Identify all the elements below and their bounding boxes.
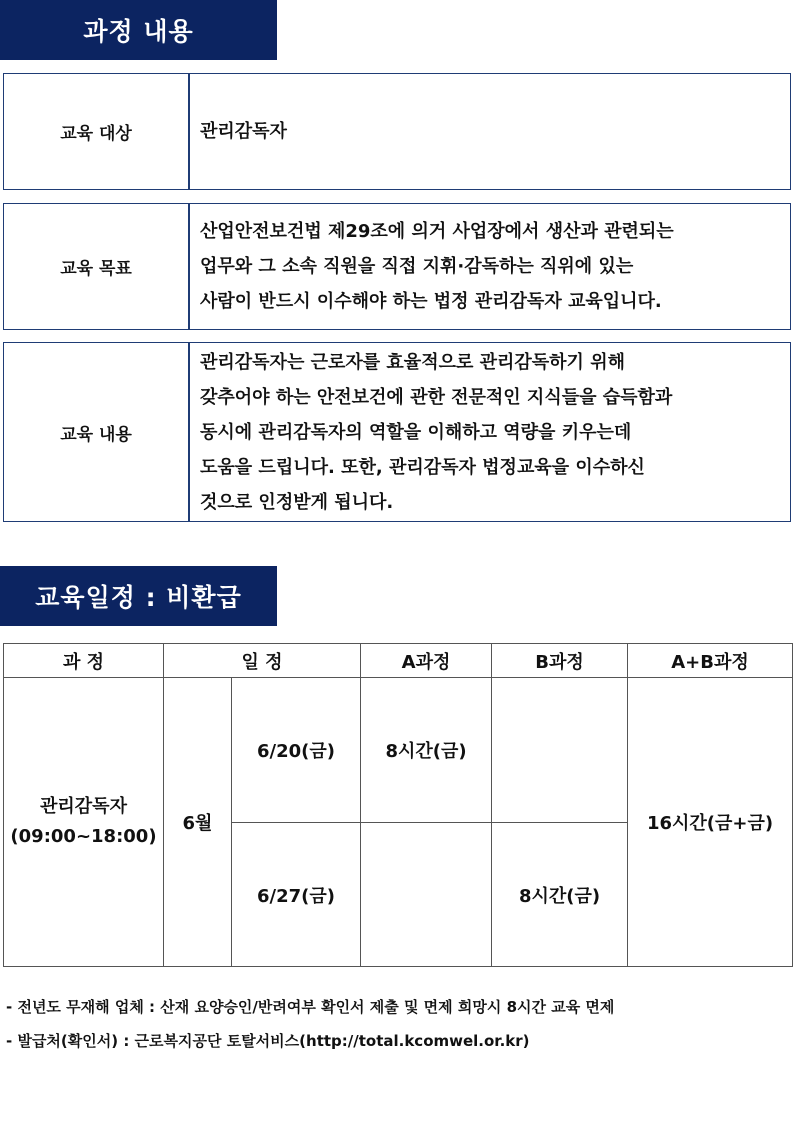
text-line: 관리감독자 [200, 121, 287, 142]
a-cell: 8시간(금) [361, 678, 492, 823]
date-cell: 6/27(금) [232, 823, 361, 967]
info-text [190, 204, 790, 329]
text-line: 사람이 반드시 이수해야 하는 법정 관리감독자 교육입니다. [200, 291, 662, 312]
header-schedule: 일 정 [164, 644, 361, 678]
note-issuer: - 발급처(확인서) : 근로복지공단 토탈서비스(http://total.kcomwel.or.kr) [6, 1032, 530, 1050]
date-cell: 6/20(금) [232, 678, 361, 823]
info-label: 교육 내용 [4, 343, 190, 521]
note-exemption: - 전년도 무재해 업체 : 산재 요양승인/반려여부 확인서 제출 및 면제 희망시 8시간 교육 면제 [6, 998, 615, 1016]
header-ab: A+B과정 [628, 644, 793, 678]
text-line: 업무와 그 소속 직원을 직접 지휘·감독하는 직위에 있는 [200, 256, 634, 277]
info-text [190, 343, 790, 521]
table-header-row [4, 644, 793, 678]
schedule-table [3, 643, 793, 967]
ab-cell: 16시간(금+금) [628, 678, 793, 967]
text-line: 도움을 드립니다. 또한, 관리감독자 법정교육을 이수하신 [200, 456, 645, 478]
course-time: (09:00~18:00) [10, 826, 157, 847]
course-cell [4, 678, 164, 967]
info-row-goal [3, 203, 791, 330]
text-line: 동시에 관리감독자의 역할을 이해하고 역량을 키우는데 [200, 421, 632, 443]
b-cell: 8시간(금) [492, 823, 628, 967]
text-line: 갖추어야 하는 안전보건에 관한 전문적인 지식들을 습득함과 [200, 386, 673, 408]
header-course: 과 정 [4, 644, 164, 678]
month-cell: 6월 [164, 678, 232, 967]
info-row-target [3, 73, 791, 190]
info-text [190, 74, 790, 189]
section-title-schedule: 교육일정 : 비환급 [0, 566, 277, 626]
info-label: 교육 대상 [4, 74, 190, 189]
section-title-course-content: 과정 내용 [0, 0, 277, 60]
table-row [4, 678, 793, 823]
text-line: 관리감독자는 근로자를 효율적으로 관리감독하기 위해 [200, 351, 625, 373]
b-cell-empty [492, 678, 628, 823]
text-line: 산업안전보건법 제29조에 의거 사업장에서 생산과 관련되는 [200, 221, 674, 242]
text-line: 것으로 인정받게 됩니다. [200, 491, 394, 513]
a-cell-empty [361, 823, 492, 967]
header-b: B과정 [492, 644, 628, 678]
header-a: A과정 [361, 644, 492, 678]
info-label: 교육 목표 [4, 204, 190, 329]
notes [6, 990, 792, 1058]
info-row-content [3, 342, 791, 522]
course-name: 관리감독자 [40, 796, 127, 817]
